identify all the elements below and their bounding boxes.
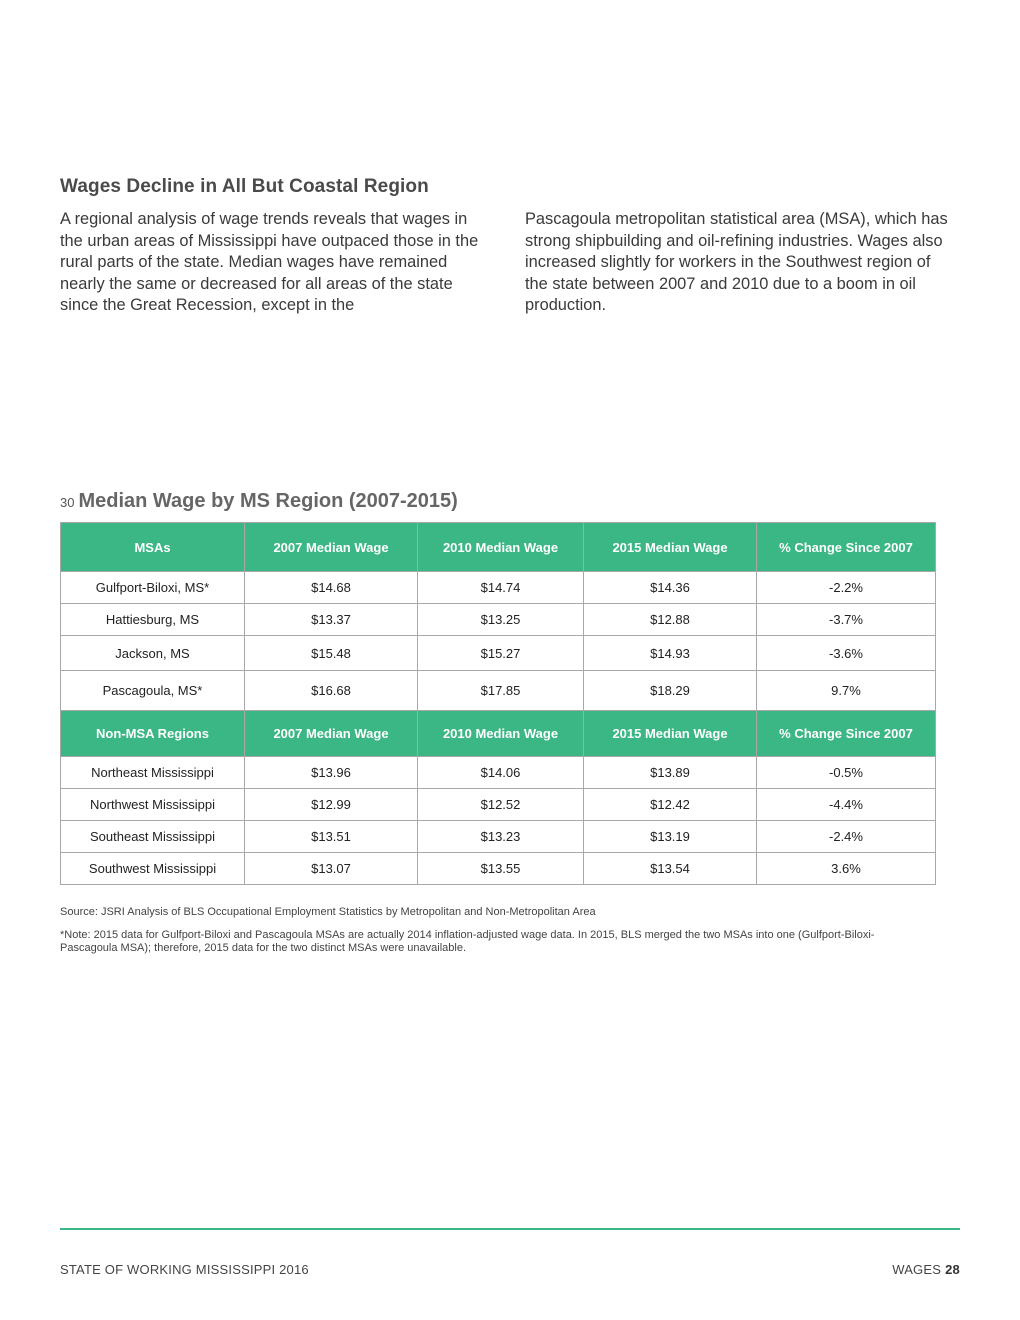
nonmsa-header-cell: 2010 Median Wage xyxy=(418,711,584,757)
nonmsa-header-cell: 2007 Median Wage xyxy=(245,711,418,757)
table-cell: -3.7% xyxy=(757,604,936,636)
msa-header-row xyxy=(61,523,936,572)
table-cell: $13.51 xyxy=(245,821,418,853)
footnote: *Note: 2015 data for Gulfport-Biloxi and Pascagoula MSAs are actually 2014 inflation-adjusted wage data. In 2015, BLS merged the two MSAs into one (Gulfport-Biloxi-Pascagoula MSA); therefore, 2015 data for the two distinct MSAs were unavailable. xyxy=(60,929,875,954)
source-note: Source: JSRI Analysis of BLS Occupational Employment Statistics by Metropolitan and Non-Metropolitan Area xyxy=(60,906,596,918)
table-cell: $13.89 xyxy=(584,757,757,789)
table-cell: Hattiesburg, MS xyxy=(61,604,245,636)
table-cell: $14.93 xyxy=(584,636,757,671)
nonmsa-header-cell: % Change Since 2007 xyxy=(757,711,936,757)
table-row xyxy=(61,572,936,604)
nonmsa-header-cell: Non-MSA Regions xyxy=(61,711,245,757)
nonmsa-header-cell: 2015 Median Wage xyxy=(584,711,757,757)
table-cell: $14.06 xyxy=(418,757,584,789)
table-cell: -0.5% xyxy=(757,757,936,789)
footer-section xyxy=(892,1262,960,1277)
table-cell: $13.25 xyxy=(418,604,584,636)
table-cell: $13.23 xyxy=(418,821,584,853)
table-cell: Gulfport-Biloxi, MS* xyxy=(61,572,245,604)
table-cell: $16.68 xyxy=(245,671,418,711)
table-cell: $14.68 xyxy=(245,572,418,604)
table-cell: $17.85 xyxy=(418,671,584,711)
table-cell: Southeast Mississippi xyxy=(61,821,245,853)
table-cell: Northwest Mississippi xyxy=(61,789,245,821)
table-cell: $12.88 xyxy=(584,604,757,636)
table-cell: $14.74 xyxy=(418,572,584,604)
table-cell: $18.29 xyxy=(584,671,757,711)
table-cell: $12.99 xyxy=(245,789,418,821)
footer-publication-title: STATE OF WORKING MISSISSIPPI 2016 xyxy=(60,1262,309,1277)
table-cell: $15.27 xyxy=(418,636,584,671)
table-cell: $12.52 xyxy=(418,789,584,821)
table-row xyxy=(61,671,936,711)
page-number: 28 xyxy=(945,1262,960,1277)
msa-header-cell: 2015 Median Wage xyxy=(584,523,757,572)
table-cell: $13.55 xyxy=(418,853,584,885)
msa-header-cell: MSAs xyxy=(61,523,245,572)
table-title-text: Median Wage by MS Region (2007-2015) xyxy=(78,490,458,512)
table-cell: $13.37 xyxy=(245,604,418,636)
table-cell: -3.6% xyxy=(757,636,936,671)
table-number: 30 xyxy=(60,495,75,510)
paragraph-right: Pascagoula metropolitan statistical area (MSA), which has strong shipbuilding and oil-refining industries. Wages also increased slightly for workers in the Southwest region of the state between 2007 and 2010 due to a boom in oil production. xyxy=(525,210,948,315)
footer-section-label: WAGES xyxy=(892,1262,942,1277)
table-cell: 9.7% xyxy=(757,671,936,711)
msa-header-cell: 2010 Median Wage xyxy=(418,523,584,572)
table-cell: $12.42 xyxy=(584,789,757,821)
table-cell: $15.48 xyxy=(245,636,418,671)
table-cell: -2.4% xyxy=(757,821,936,853)
msa-header-cell: 2007 Median Wage xyxy=(245,523,418,572)
table-cell: Southwest Mississippi xyxy=(61,853,245,885)
table-cell: $13.54 xyxy=(584,853,757,885)
table-cell: 3.6% xyxy=(757,853,936,885)
nonmsa-header-row xyxy=(61,711,936,757)
table-title xyxy=(60,490,458,513)
paragraph-left: A regional analysis of wage trends reveals that wages in the urban areas of Mississippi have outpaced those in the rural parts of the state. Median wages have remained nearly the same or decreased for all areas of the state since the Great Recession, except in the xyxy=(60,210,479,315)
table-cell: -4.4% xyxy=(757,789,936,821)
table-row xyxy=(61,789,936,821)
msa-header-cell: % Change Since 2007 xyxy=(757,523,936,572)
table-cell: $13.07 xyxy=(245,853,418,885)
table-cell: Northeast Mississippi xyxy=(61,757,245,789)
table-cell: $13.19 xyxy=(584,821,757,853)
table-cell: $14.36 xyxy=(584,572,757,604)
table-row xyxy=(61,821,936,853)
table-row xyxy=(61,604,936,636)
table-cell: $13.96 xyxy=(245,757,418,789)
table-cell: -2.2% xyxy=(757,572,936,604)
table-cell: Pascagoula, MS* xyxy=(61,671,245,711)
table-cell: Jackson, MS xyxy=(61,636,245,671)
table-row xyxy=(61,853,936,885)
median-wage-table xyxy=(60,522,936,885)
footer-divider xyxy=(60,1228,960,1230)
table-row xyxy=(61,636,936,671)
table-row xyxy=(61,757,936,789)
section-heading: Wages Decline in All But Coastal Region xyxy=(60,176,429,197)
